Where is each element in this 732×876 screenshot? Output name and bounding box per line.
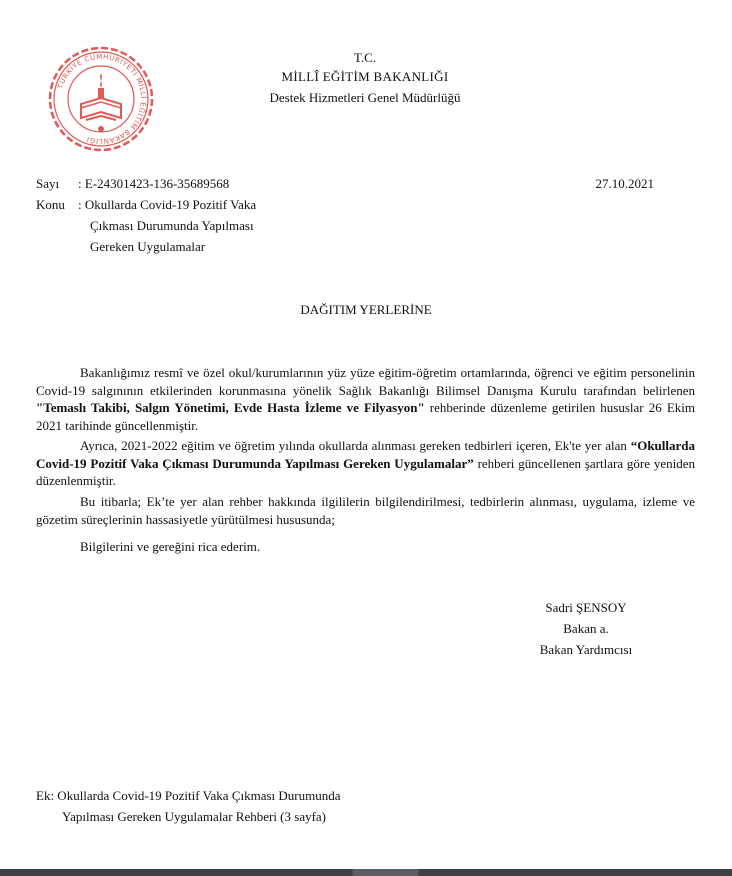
attachment-line-1: Ek: Okullarda Covid-19 Pozitif Vaka Çıkması Durumunda — [36, 788, 341, 803]
paragraph-2-text-a: Ayrıca, 2021-2022 eğitim ve öğretim yılında okullarda alınması gereken tedbirleri içeren, Ek'te yer alan — [80, 438, 631, 453]
signatory-name: Sadri ŞENSOY — [545, 600, 627, 615]
paragraph-2 — [36, 437, 695, 490]
konu-label: Konu — [36, 197, 65, 212]
ministry-seal-logo — [48, 46, 154, 152]
paragraph-2-bold: “Okullarda Covid-19 Pozitif Vaka Çıkması Durumunda Yapılması Gereken Uygulamalar” — [36, 438, 695, 471]
paragraph-4: Bilgilerini ve gereğini rica ederim. — [80, 539, 261, 554]
paragraph-1-text-b: rehberinde düzenleme getirilen hususlar 26 Ekim 2021 tarihinde güncellenmiştir. — [36, 400, 695, 433]
signatory-title: Bakan Yardımcısı — [539, 642, 633, 657]
attachment-line-2: Yapılması Gereken Uygulamalar Rehberi (3 sayfa) — [62, 809, 327, 824]
konu-line-3: Gereken Uygulamalar — [90, 239, 206, 254]
paragraph-2-text-b: rehberi güncellenen şartlara göre yeniden düzenlenmiştir. — [36, 455, 695, 488]
paragraph-1-text-a: Bakanlığımız resmî ve özel okul/kurumlarının yüz yüze eğitim-öğretim ortamlarında, öğrenci ve eğitim personelinin Covid-19 salgınının etkilerinden korunmasına yönelik Sağlık Bakanlığı Bilimsel Danışma Kurulu tarafından belirlenen — [36, 365, 695, 398]
header-tc: T.C. — [353, 50, 377, 65]
document-date: 27.10.2021 — [595, 176, 654, 191]
sayi-label: Sayı — [36, 176, 60, 191]
paragraph-1-bold: "Temaslı Takibi, Salgın Yönetimi, Evde Hasta İzleme ve Filyasyon" — [36, 400, 425, 415]
sayi-value: : E-24301423-136-35689568 — [78, 176, 230, 191]
header-department: Destek Hizmetleri Genel Müdürlüğü — [269, 90, 461, 105]
paragraph-1 — [36, 364, 695, 434]
recipient-heading: DAĞITIM YERLERİNE — [300, 302, 432, 317]
signatory-authority: Bakan a. — [563, 621, 609, 636]
konu-line-1: : Okullarda Covid-19 Pozitif Vaka — [78, 197, 257, 212]
konu-line-2: Çıkması Durumunda Yapılması — [90, 218, 254, 233]
svg-text:TÜRKİYE CUMHURİYETİ MİLLÎ EĞİT: TÜRKİYE CUMHURİYETİ MİLLÎ EĞİTİM BAKANLIĞI — [56, 52, 148, 146]
header-ministry: MİLLÎ EĞİTİM BAKANLIĞI — [281, 69, 449, 84]
paragraph-3: Bu itibarla; Ek’te yer alan rehber hakkında ilgililerin bilgilendirilmesi, tedbirlerin alınması, uygulama, izleme ve gözetim süreçlerinin hassasiyetle yürütülmesi hususunda; — [36, 494, 695, 527]
page-footer-bar — [0, 869, 732, 876]
